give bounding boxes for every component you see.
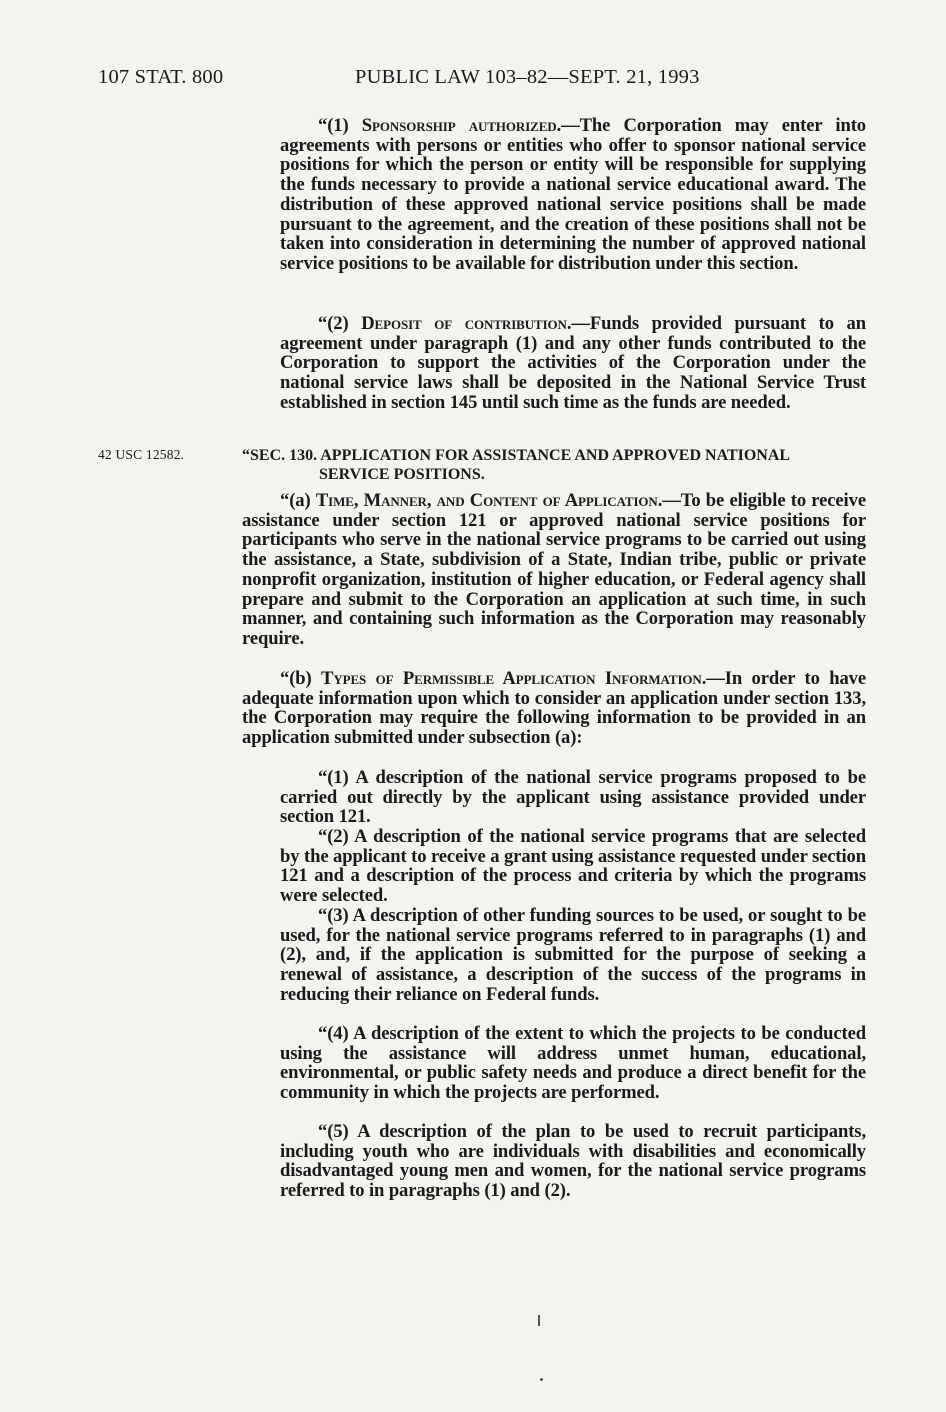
paragraph-2-deposit: “(2) Deposit of contribution.—Funds provided pursuant to an agreement under paragraph (1) and any other funds contributed to the Corporation to support the activities of the Corporation under the national service laws shall be deposited in the National Service Trust established in section 145 until such time as the funds are needed. [280, 313, 866, 413]
item-1: “(1) A description of the national service programs proposed to be carried out directly by the applicant using assistance provided under section 121. [280, 767, 866, 828]
item-4: “(4) A description of the extent to which the projects to be conducted using the assistance will address unmet human, educational, environmental, or public safety needs and produce a direct benefit for the community in which the projects are performed. [280, 1023, 866, 1104]
paragraph-heading: Sponsorship authorized. [361, 115, 562, 136]
item-3: “(3) A description of other funding sources to be used, or sought to be used, for the national service programs referred to in paragraphs (1) and (2), and, if the application is submitted for the purpose of seeking a renewal of assistance, a description of the success of the programs in reducing their reliance on Federal funds. [280, 905, 866, 1005]
paragraph-heading: Deposit of contribution. [361, 313, 572, 334]
paragraph-1-sponsorship: “(1) Sponsorship authorized.—The Corporation may enter into agreements with persons or entities who offer to sponsor national service positions for which the person or entity will be responsible for supplying the funds necessary to provide a national service educational award. The distribution of these approved national service positions shall be made pursuant to the agreement, and the creation of these positions shall not be taken into consideration in determining the number of approved national service positions to be available for distribution under this section. [280, 115, 867, 274]
law-title: PUBLIC LAW 103–82—SEPT. 21, 1993 [355, 66, 700, 88]
subsection-b: “(b) Types of Permissible Application Information.—In order to have adequate information upon which to consider an application under section 133, the Corporation may require the following information to be provided in an application submitted under subsection (a): [242, 668, 867, 749]
scan-mark [538, 1315, 540, 1326]
subsection-a: “(a) Time, Manner, and Content of Application.—To be eligible to receive assistance under section 121 or approved national service positions for participants who serve in the national service programs to be carried out using the assistance, a State, subdivision of a State, Indian tribe, public or private nonprofit organization, institution of higher education, or Federal agency shall prepare and submit to the Corporation an application at such time, in such manner, and containing such information as the Corporation may reasonably require. [242, 490, 866, 649]
usc-citation: 42 USC 12582. [98, 447, 185, 462]
item-5: “(5) A description of the plan to be used to recruit participants, including youth who are individuals with disabilities and economically disadvantaged young men and women, for the national service programs referred to in paragraphs (1) and (2). [280, 1121, 866, 1202]
section-heading: “SEC. 130. APPLICATION FOR ASSISTANCE AND APPROVED NATIONAL SERVICE POSITIONS. [242, 447, 791, 483]
item-2: “(2) A description of the national service programs that are selected by the applicant to receive a grant using assistance requested under section 121 and a description of the process and criteria by which the programs were selected. [280, 826, 866, 907]
scan-mark [540, 1378, 543, 1381]
page-number: 107 STAT. 800 [98, 66, 224, 88]
subsection-heading: Types of Permissible Application Information. [321, 668, 707, 689]
page-header [98, 66, 758, 96]
subsection-heading: Time, Manner, and Content of Application. [315, 490, 663, 511]
